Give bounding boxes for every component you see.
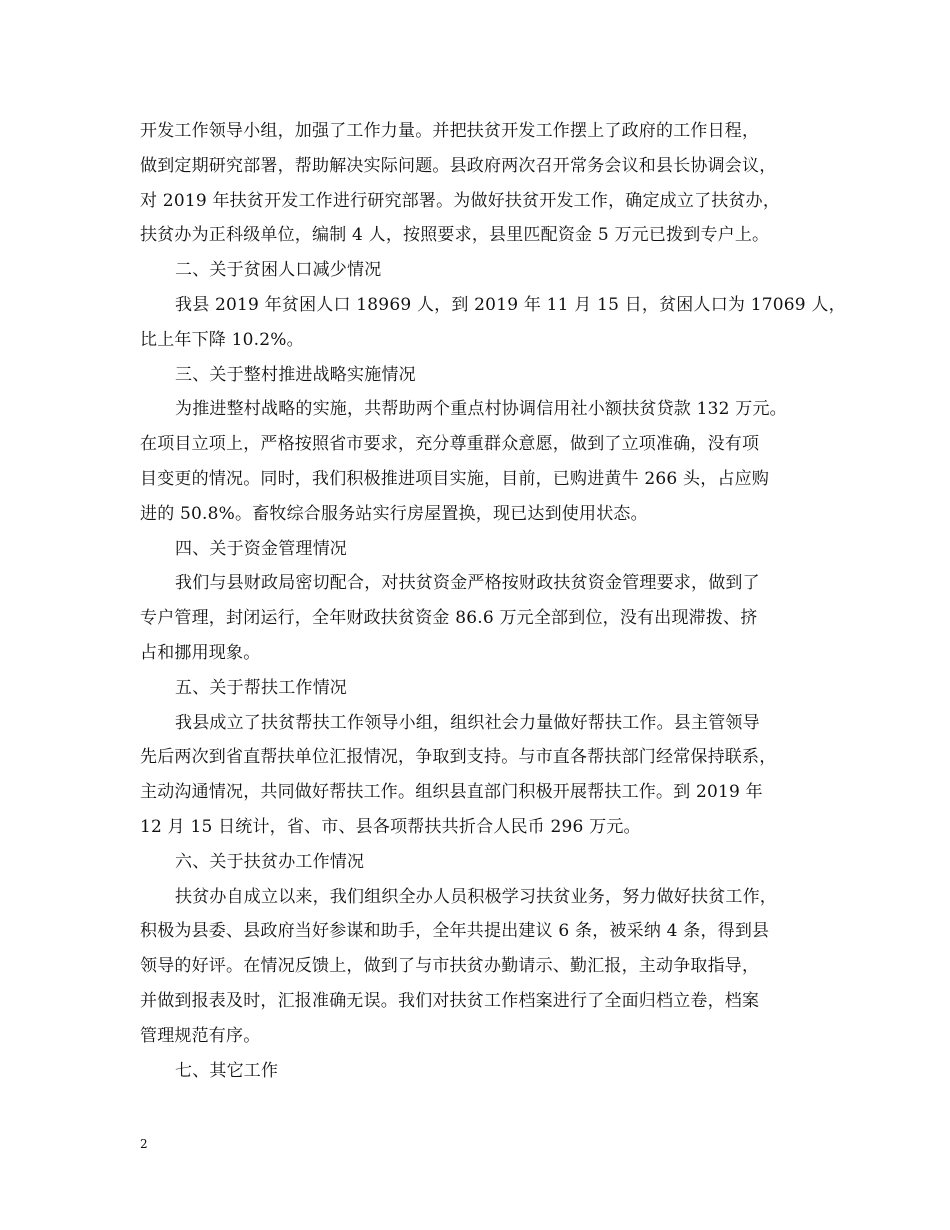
text-line: 开发工作领导小组，加强了工作力量。并把扶贫开发工作摆上了政府的工作日程，: [140, 121, 760, 141]
text-line: 我们与县财政局密切配合，对扶贫资金严格按财政扶贫资金管理要求，做到了: [175, 573, 760, 594]
text-line: 做到定期研究部署，帮助解决实际问题。县政府两次召开常务会议和县长协调会议，: [140, 155, 777, 176]
text-line: 先后两次到省直帮扶单位汇报情况，争取到支持。与市直各帮扶部门经常保持联系，: [140, 747, 777, 768]
text-line: 七、其它工作: [175, 1060, 279, 1081]
text-line: 我县成立了扶贫帮扶工作领导小组，组织社会力量做好帮扶工作。县主管领导: [175, 712, 760, 733]
text-line: 进的 50.8%。畜牧综合服务站实行房屋置换，现已达到使用状态。: [140, 503, 648, 524]
text-line: 我县 2019 年贫困人口 18969 人，到 2019 年 11 月 15 日，贫困人口为 17069 人，: [175, 294, 846, 315]
text-line: 目变更的情况。同时，我们积极推进项目实施，目前，已购进黄牛 266 头，占应购: [140, 468, 770, 489]
text-line: 为推进整村战略的实施，共帮助两个重点村协调信用社小额扶贫贷款 132 万元。: [175, 399, 787, 420]
text-line: 专户管理，封闭运行，全年财政扶贫资金 86.6 万元全部到位，没有出现滞拨、挤: [140, 608, 758, 629]
text-line: 比上年下降 10.2%。: [140, 329, 304, 350]
text-line: 领导的好评。在情况反馈上，做到了与市扶贫办勤请示、勤汇报，主动争取指导，: [140, 956, 760, 977]
text-line: 12 月 15 日统计，省、市、县各项帮扶共折合人民币 296 万元。: [140, 816, 641, 837]
text-line: 扶贫办为正科级单位，编制 4 人，按照要求，县里匹配资金 5 万元已拨到专户上。: [140, 225, 770, 246]
text-line: 占和挪用现象。: [140, 642, 261, 663]
text-line: 四、关于资金管理情况: [175, 538, 347, 559]
text-line: 五、关于帮扶工作情况: [175, 677, 347, 698]
text-line: 并做到报表及时，汇报准确无误。我们对扶贫工作档案进行了全面归档立卷，档案: [140, 990, 760, 1011]
text-line: 管理规范有序。: [140, 1025, 261, 1046]
text-line: 主动沟通情况，共同做好帮扶工作。组织县直部门积极开展帮扶工作。到 2019 年: [140, 782, 763, 803]
text-line: 三、关于整村推进战略实施情况: [175, 364, 416, 385]
page-number: 2: [140, 1137, 148, 1151]
body-text: [140, 114, 846, 1088]
text-line: 二、关于贫困人口减少情况: [175, 260, 382, 281]
text-line: 六、关于扶贫办工作情况: [175, 851, 365, 872]
text-line: 在项目立项上，严格按照省市要求，充分尊重群众意愿，做到了立项准确，没有项: [140, 434, 760, 455]
text-line: 扶贫办自成立以来，我们组织全办人员积极学习扶贫业务，努力做好扶贫工作，: [175, 886, 777, 907]
text-line: 积极为县委、县政府当好参谋和助手，全年共提出建议 6 条，被采纳 4 条，得到县: [140, 921, 770, 942]
text-line: 对 2019 年扶贫开发工作进行研究部署。为做好扶贫开发工作，确定成立了扶贫办，: [140, 190, 781, 211]
